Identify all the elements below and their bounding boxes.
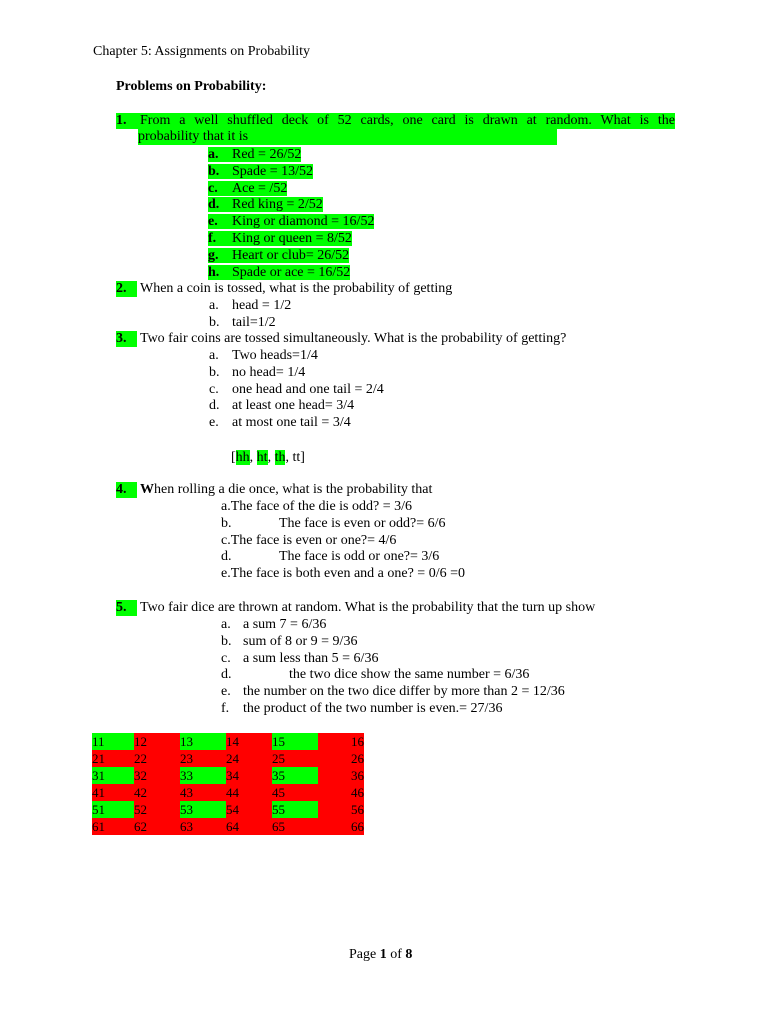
question-text: Two fair coins are tossed simultaneously. What is the probability of getting?	[140, 331, 567, 346]
list-item: e. the number on the two dice differ by more than 2 = 12/36	[221, 684, 565, 700]
question-number: 5.	[116, 600, 137, 616]
question-number: 4.	[116, 482, 137, 498]
grid-cell: 63	[180, 818, 226, 835]
question-number: 1.	[116, 113, 127, 128]
list-item: c. Ace = /52	[208, 180, 288, 196]
question-number: 3.	[116, 331, 137, 347]
list-item: h. Spade or ace = 16/52	[208, 264, 351, 280]
list-item: e. King or diamond = 16/52	[208, 214, 375, 230]
list-item: b. no head= 1/4	[209, 364, 306, 380]
question-text-cont: probability that it is	[138, 129, 557, 145]
list-item: b. Spade = 13/52	[208, 163, 313, 179]
grid-cell: 52	[134, 801, 180, 818]
question-5	[116, 600, 595, 616]
outcome-ht: ht	[256, 450, 268, 465]
question-text: From a well shuffled deck of 52 cards, one card is drawn at random. What is the	[140, 113, 675, 128]
grid-cell: 51	[92, 801, 134, 818]
list-item: a. head = 1/2	[209, 298, 292, 313]
grid-row	[92, 818, 364, 835]
grid-cell: 14	[226, 733, 272, 750]
list-item: a. a sum 7 = 6/36	[221, 617, 327, 632]
grid-cell: 26	[318, 750, 364, 767]
grid-cell: 25	[272, 750, 318, 767]
list-item: c. a sum less than 5 = 6/36	[221, 650, 379, 666]
grid-cell: 42	[134, 784, 180, 801]
list-item: d. The face is odd or one?= 3/6	[221, 549, 440, 565]
grid-cell: 24	[226, 750, 272, 767]
question-text: hen rolling a die once, what is the probability that	[154, 482, 433, 497]
grid-row	[92, 733, 364, 750]
question-2	[116, 281, 452, 297]
list-item: f. King or queen = 8/52	[208, 230, 352, 246]
question-text: Two fair dice are thrown at random. What is the probability that the turn up show	[140, 600, 596, 615]
list-item: a.The face of the die is odd? = 3/6	[221, 499, 412, 514]
grid-cell: 33	[180, 767, 226, 784]
grid-cell: 32	[134, 767, 180, 784]
grid-cell: 53	[180, 801, 226, 818]
outcome-tt: tt	[292, 450, 301, 465]
list-item: e.The face is both even and a one? = 0/6 =0	[221, 566, 465, 582]
grid-cell: 45	[272, 784, 318, 801]
list-item: a. Two heads=1/4	[209, 348, 318, 363]
grid-cell: 13	[180, 733, 226, 750]
list-item: b. sum of 8 or 9 = 9/36	[221, 633, 358, 649]
list-item: d. the two dice show the same number = 6/36	[221, 667, 530, 683]
dice-outcome-grid	[92, 733, 364, 835]
grid-row	[92, 801, 364, 818]
question-number: 2.	[116, 281, 137, 297]
grid-row	[92, 784, 364, 801]
question-1	[116, 113, 675, 145]
answer-list-q1	[208, 147, 374, 281]
section-heading: Problems on Probability:	[116, 79, 267, 94]
page-number: 1	[379, 947, 387, 962]
grid-cell: 36	[318, 767, 364, 784]
grid-cell: 62	[134, 818, 180, 835]
answer-list-q3	[209, 348, 384, 432]
outcome-hh: hh	[235, 450, 250, 465]
grid-cell: 56	[318, 801, 364, 818]
grid-cell: 31	[92, 767, 134, 784]
grid-cell: 41	[92, 784, 134, 801]
grid-cell: 46	[318, 784, 364, 801]
question-text: When a coin is tossed, what is the probability of getting	[140, 281, 453, 296]
grid-cell: 66	[318, 818, 364, 835]
grid-cell: 12	[134, 733, 180, 750]
grid-row	[92, 750, 364, 767]
chapter-header: Chapter 5: Assignments on Probability	[93, 44, 310, 59]
grid-cell: 21	[92, 750, 134, 767]
answer-list-q2	[209, 298, 291, 332]
question-4: 4. When rolling a die once, what is the probability that	[116, 482, 433, 497]
list-item: b. tail=1/2	[209, 314, 276, 330]
list-item: d. at least one head= 3/4	[209, 398, 355, 414]
list-item: c.The face is even or one?= 4/6	[221, 532, 397, 548]
page-footer: Page 1 of 8	[349, 947, 413, 962]
grid-cell: 55	[272, 801, 318, 818]
list-item: b. The face is even or odd?= 6/6	[221, 515, 446, 531]
grid-cell: 64	[226, 818, 272, 835]
list-item: g. Heart or club= 26/52	[208, 247, 350, 263]
answer-list-q4	[221, 499, 465, 583]
grid-cell: 16	[318, 733, 364, 750]
grid-cell: 11	[92, 733, 134, 750]
list-item: f. the product of the two number is even.= 27/36	[221, 700, 503, 716]
page-total: 8	[405, 947, 413, 962]
grid-cell: 54	[226, 801, 272, 818]
grid-cell: 34	[226, 767, 272, 784]
grid-cell: 61	[92, 818, 134, 835]
sample-space: [hh, ht, th, tt]	[231, 450, 305, 465]
list-item: d. Red king = 2/52	[208, 197, 323, 213]
outcome-th: th	[274, 450, 286, 465]
grid-cell: 35	[272, 767, 318, 784]
question-3	[116, 331, 566, 347]
list-item: e. at most one tail = 3/4	[209, 415, 351, 431]
list-item: a. Red = 26/52	[208, 147, 302, 162]
grid-row	[92, 767, 364, 784]
grid-cell: 65	[272, 818, 318, 835]
grid-cell: 44	[226, 784, 272, 801]
grid-cell: 23	[180, 750, 226, 767]
list-item: c. one head and one tail = 2/4	[209, 381, 384, 397]
grid-cell: 22	[134, 750, 180, 767]
answer-list-q5	[221, 617, 565, 718]
grid-cell: 43	[180, 784, 226, 801]
grid-cell: 15	[272, 733, 318, 750]
